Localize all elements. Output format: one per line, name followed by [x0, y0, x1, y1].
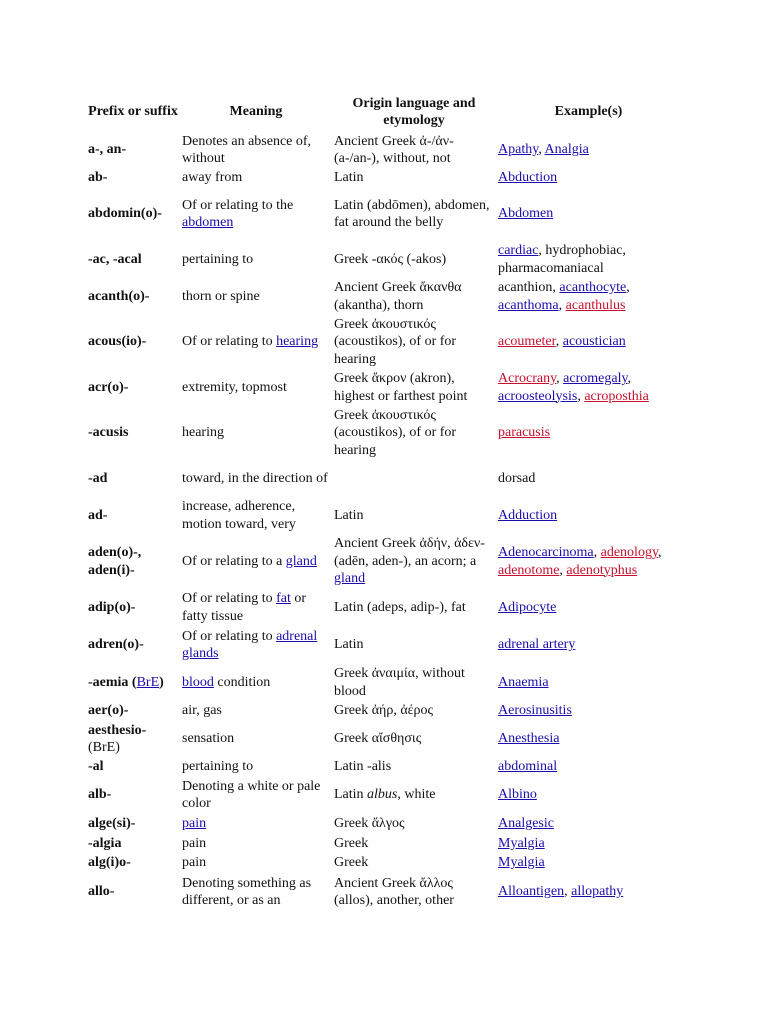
- header-examples: Example(s): [554, 104, 623, 120]
- table-row: [86, 132, 681, 168]
- examples-cell: [496, 241, 681, 278]
- cell-text: , hydrophobiac, pharmacomaniacal: [498, 243, 626, 276]
- meaning-cell: [180, 406, 332, 460]
- examples-cell: [496, 834, 681, 853]
- examples-cell: [496, 278, 681, 315]
- term-link[interactable]: gland: [334, 571, 366, 587]
- examples-cell: [496, 721, 681, 757]
- term-link[interactable]: Albino: [498, 787, 537, 803]
- meaning-cell: [180, 589, 332, 626]
- examples-cell: [496, 776, 681, 814]
- cell-text: aden(o)-, aden(i)-: [88, 545, 142, 578]
- cell-text: Latin: [334, 507, 364, 523]
- term-link[interactable]: cardiac: [498, 243, 539, 258]
- prefix-cell: [86, 589, 180, 626]
- cell-text: aer(o)-: [88, 703, 129, 719]
- origin-cell: [332, 834, 496, 853]
- meaning-cell: [180, 315, 332, 369]
- cell-text: alb-: [88, 787, 112, 803]
- origin-cell: [332, 534, 496, 589]
- prefix-cell: [86, 814, 180, 834]
- cell-text: Of or relating to: [182, 591, 277, 606]
- examples-cell: [496, 589, 681, 626]
- term-link[interactable]: Analgesic: [498, 816, 554, 832]
- meaning-cell: [180, 757, 332, 776]
- cell-text: ,: [558, 297, 566, 313]
- cell-text: acanth(o)-: [88, 288, 150, 304]
- cell-text: -al: [88, 758, 104, 774]
- cell-text: thorn or spine: [182, 288, 260, 304]
- meaning-cell: [180, 701, 332, 721]
- origin-cell: [332, 701, 496, 721]
- table-row: [86, 534, 681, 589]
- prefix-cell: [86, 757, 180, 776]
- prefix-cell: [86, 278, 180, 315]
- examples-cell: [496, 534, 681, 589]
- prefix-cell: [86, 834, 180, 853]
- prefix-cell: [86, 187, 180, 241]
- origin-cell: [332, 168, 496, 187]
- origin-cell: [332, 187, 496, 241]
- cell-text: -acusis: [88, 425, 129, 441]
- origin-cell: [332, 873, 496, 911]
- prefix-cell: [86, 626, 180, 664]
- cell-text: Of or relating to the: [182, 197, 294, 213]
- cell-text: ,: [564, 884, 572, 900]
- examples-cell: [496, 664, 681, 701]
- cell-text: Ancient Greek ἀ-/ἀν- (a-/an-), without, not: [334, 133, 454, 166]
- cell-text: Greek ἀναιμία, without blood: [334, 666, 465, 699]
- cell-text: ,: [577, 388, 585, 404]
- table-body: [86, 132, 681, 911]
- cell-text: Denotes an absence of, without: [182, 133, 312, 166]
- examples-cell: [496, 132, 681, 168]
- term-link[interactable]: Adipocyte: [498, 599, 557, 615]
- term-link[interactable]: abdomen: [182, 215, 234, 230]
- table-row: [86, 241, 681, 278]
- prefix-cell: [86, 873, 180, 911]
- examples-cell: [496, 853, 681, 873]
- cell-text: -aemia (: [88, 674, 137, 690]
- table-row: [86, 834, 681, 853]
- examples-cell: [496, 406, 681, 460]
- term-link[interactable]: Adduction: [498, 507, 558, 523]
- cell-text: or fatty tissue: [182, 591, 307, 624]
- meaning-cell: [180, 534, 332, 589]
- cell-text: pain: [182, 855, 207, 871]
- table-row: [86, 626, 681, 664]
- cell-text: Denoting a white or pale color: [182, 778, 321, 811]
- table-row: [86, 589, 681, 626]
- prefix-cell: [86, 241, 180, 278]
- meaning-cell: [180, 664, 332, 701]
- medical-affix-table: [86, 92, 681, 911]
- cell-text: ad-: [88, 507, 108, 523]
- origin-cell: [332, 814, 496, 834]
- cell-text: pertaining to: [182, 251, 254, 267]
- meaning-cell: [180, 132, 332, 168]
- origin-cell: [332, 497, 496, 534]
- term-link[interactable]: acoustician: [562, 334, 626, 350]
- meaning-cell: [180, 187, 332, 241]
- cell-text: Ancient Greek ἄλλος (allos), another, other: [334, 875, 454, 908]
- origin-cell: [332, 626, 496, 664]
- table-row: [86, 315, 681, 369]
- origin-cell: [332, 406, 496, 460]
- term-link[interactable]: adenotome: [498, 562, 560, 578]
- meaning-cell: [180, 168, 332, 187]
- cell-text: alg(i)o-: [88, 855, 131, 871]
- cell-text: condition: [213, 674, 271, 690]
- meaning-cell: [180, 460, 332, 497]
- table-row: [86, 664, 681, 701]
- meaning-cell: [180, 278, 332, 315]
- meaning-cell: [180, 814, 332, 834]
- term-link[interactable]: blood: [182, 674, 214, 690]
- table-row: [86, 497, 681, 534]
- examples-cell: [496, 814, 681, 834]
- term-link[interactable]: allopathy: [571, 884, 624, 900]
- cell-text: Latin -alis: [334, 758, 392, 774]
- origin-cell: [332, 315, 496, 369]
- cell-text: Latin (adeps, adip-), fat: [334, 599, 466, 615]
- header-meaning: Meaning: [229, 104, 283, 120]
- prefix-cell: [86, 497, 180, 534]
- term-link[interactable]: Abduction: [498, 169, 558, 185]
- cell-text: abdomin(o)-: [88, 206, 162, 222]
- cell-text: dorsad: [498, 470, 536, 486]
- prefix-cell: [86, 315, 180, 369]
- table-row: [86, 757, 681, 776]
- cell-text: Latin (abdōmen), abdomen, fat around the belly: [334, 197, 490, 230]
- table-row: [86, 776, 681, 814]
- term-link[interactable]: Analgia: [544, 142, 589, 158]
- table-row: [86, 873, 681, 911]
- prefix-cell: [86, 853, 180, 873]
- cell-text: toward, in the direction of: [182, 470, 328, 486]
- cell-text: increase, adherence, motion toward, very: [182, 499, 296, 532]
- prefix-cell: [86, 534, 180, 589]
- cell-text: , white: [397, 787, 436, 803]
- term-link[interactable]: adrenal glands: [182, 628, 318, 661]
- cell-text: ,: [538, 142, 545, 158]
- origin-cell: [332, 460, 496, 497]
- examples-cell: [496, 168, 681, 187]
- cell-text: sensation: [182, 731, 235, 747]
- table-header-row: [86, 92, 681, 132]
- meaning-cell: [180, 853, 332, 873]
- term-link[interactable]: Myalgia: [498, 835, 545, 851]
- origin-cell: [332, 369, 496, 406]
- examples-cell: [496, 757, 681, 776]
- cell-text: hearing: [182, 425, 224, 441]
- cell-text: acous(io)-: [88, 334, 147, 350]
- cell-text: ,: [559, 562, 567, 578]
- origin-cell: [332, 853, 496, 873]
- cell-text: Of or relating to: [182, 334, 277, 350]
- cell-text: aesthesio-: [88, 722, 147, 738]
- term-link[interactable]: gland: [285, 553, 317, 569]
- cell-text: ,: [658, 545, 662, 560]
- examples-cell: [496, 315, 681, 369]
- cell-text: Greek: [334, 855, 369, 871]
- examples-cell: [496, 497, 681, 534]
- cell-text: extremity, topmost: [182, 379, 287, 395]
- term-link[interactable]: BrE: [136, 674, 160, 690]
- term-link[interactable]: Alloantigen: [498, 884, 565, 900]
- header-prefix: Prefix or suffix: [88, 104, 178, 120]
- cell-text: Greek -ακός (-akos): [334, 251, 447, 267]
- cell-text: Ancient Greek ἀδήν, ἀδεν- (adēn, aden-), an acorn; a: [334, 536, 485, 569]
- table-row: [86, 701, 681, 721]
- term-link[interactable]: acanthulus: [565, 297, 626, 313]
- cell-text: ab-: [88, 169, 108, 185]
- cell-text: ,: [627, 371, 632, 386]
- examples-cell: [496, 187, 681, 241]
- term-link[interactable]: Aerosinusitis: [498, 703, 572, 719]
- origin-cell: [332, 721, 496, 757]
- meaning-cell: [180, 497, 332, 534]
- cell-text: Greek ἀκουστικός (acoustikos), of or for hearing: [334, 407, 457, 458]
- examples-cell: [496, 626, 681, 664]
- table-row: [86, 369, 681, 406]
- term-link[interactable]: pain: [182, 816, 207, 832]
- term-link[interactable]: paracusis: [498, 425, 551, 441]
- term-link[interactable]: adenotyphus: [566, 562, 638, 578]
- cell-text: Greek ἀήρ, ἀέρος: [334, 703, 434, 719]
- cell-text: ,: [556, 371, 564, 386]
- examples-cell: [496, 701, 681, 721]
- origin-cell: [332, 278, 496, 315]
- term-link[interactable]: acroosteolysis: [498, 388, 578, 404]
- cell-text: allo-: [88, 884, 115, 900]
- term-link[interactable]: acanthoma: [498, 297, 559, 313]
- meaning-cell: [180, 721, 332, 757]
- cell-text: Ancient Greek ἄκανθα (akantha), thorn: [334, 280, 462, 313]
- origin-cell: [332, 776, 496, 814]
- meaning-cell: [180, 626, 332, 664]
- cell-text: adip(o)-: [88, 599, 136, 615]
- prefix-cell: [86, 664, 180, 701]
- term-link[interactable]: abdominal: [498, 758, 558, 774]
- cell-text: Greek ἀκουστικός (acoustikos), of or for hearing: [334, 316, 457, 367]
- examples-cell: [496, 460, 681, 497]
- prefix-cell: [86, 406, 180, 460]
- cell-text: ,: [626, 280, 630, 295]
- cell-text: acr(o)-: [88, 379, 129, 395]
- cell-text: Denoting something as different, or as an: [182, 875, 312, 908]
- term-link[interactable]: Adenocarcinoma: [498, 545, 594, 560]
- origin-cell: [332, 241, 496, 278]
- prefix-cell: [86, 701, 180, 721]
- term-link[interactable]: hearing: [276, 334, 319, 350]
- term-link[interactable]: adrenal artery: [498, 637, 576, 653]
- meaning-cell: [180, 776, 332, 814]
- cell-text: Greek ἄλγος: [334, 816, 405, 832]
- cell-text: Greek ἄκρον (akron), highest or farthest point: [334, 371, 468, 404]
- header-origin: Origin language and etymology: [352, 95, 476, 128]
- meaning-cell: [180, 834, 332, 853]
- term-link[interactable]: acroposthia: [584, 388, 649, 404]
- cell-text: -ad: [88, 470, 108, 486]
- cell-text: Of or relating to: [182, 628, 277, 644]
- cell-text: -ac, -acal: [88, 251, 142, 267]
- cell-text: (BrE): [88, 740, 120, 755]
- cell-text: Greek αἴσθησις: [334, 731, 422, 747]
- prefix-cell: [86, 721, 180, 757]
- cell-text: Latin: [334, 169, 364, 185]
- table-row: [86, 460, 681, 497]
- prefix-cell: [86, 168, 180, 187]
- cell-text: adren(o)-: [88, 637, 144, 653]
- cell-text: ,: [555, 334, 563, 350]
- term-link[interactable]: Abdomen: [498, 206, 554, 222]
- cell-text: away from: [182, 169, 243, 185]
- cell-text: pertaining to: [182, 758, 254, 774]
- table-row: [86, 814, 681, 834]
- term-link[interactable]: Anesthesia: [498, 731, 560, 747]
- examples-cell: [496, 369, 681, 406]
- table-row: [86, 721, 681, 757]
- prefix-cell: [86, 460, 180, 497]
- cell-text: ): [159, 674, 164, 690]
- meaning-cell: [180, 873, 332, 911]
- term-link[interactable]: Myalgia: [498, 855, 545, 871]
- cell-text: Of or relating to a: [182, 553, 286, 569]
- cell-text: albus: [367, 787, 398, 803]
- cell-text: alge(si)-: [88, 816, 136, 832]
- term-link[interactable]: Apathy: [498, 142, 539, 158]
- examples-cell: [496, 873, 681, 911]
- cell-text: Greek: [334, 835, 369, 851]
- table-row: [86, 168, 681, 187]
- cell-text: Latin: [334, 637, 364, 653]
- term-link[interactable]: acoumeter: [498, 334, 556, 350]
- term-link[interactable]: acanthocyte: [559, 280, 627, 295]
- cell-text: Latin: [334, 787, 368, 803]
- prefix-cell: [86, 776, 180, 814]
- cell-text: -algia: [88, 835, 122, 851]
- cell-text: pain: [182, 835, 207, 851]
- table-row: [86, 187, 681, 241]
- prefix-cell: [86, 132, 180, 168]
- origin-cell: [332, 132, 496, 168]
- table-row: [86, 406, 681, 460]
- origin-cell: [332, 589, 496, 626]
- term-link[interactable]: Anaemia: [498, 674, 549, 690]
- meaning-cell: [180, 241, 332, 278]
- term-link[interactable]: Acrocrany: [498, 371, 557, 386]
- cell-text: air, gas: [182, 703, 222, 719]
- origin-cell: [332, 664, 496, 701]
- cell-text: acanthion,: [498, 280, 560, 295]
- origin-cell: [332, 757, 496, 776]
- cell-text: a-, an-: [88, 142, 127, 158]
- term-link[interactable]: adenology: [600, 545, 659, 560]
- prefix-cell: [86, 369, 180, 406]
- table-row: [86, 278, 681, 315]
- meaning-cell: [180, 369, 332, 406]
- cell-text: ,: [593, 545, 601, 560]
- term-link[interactable]: acromegaly: [563, 371, 628, 386]
- table-row: [86, 853, 681, 873]
- term-link[interactable]: fat: [276, 591, 291, 606]
